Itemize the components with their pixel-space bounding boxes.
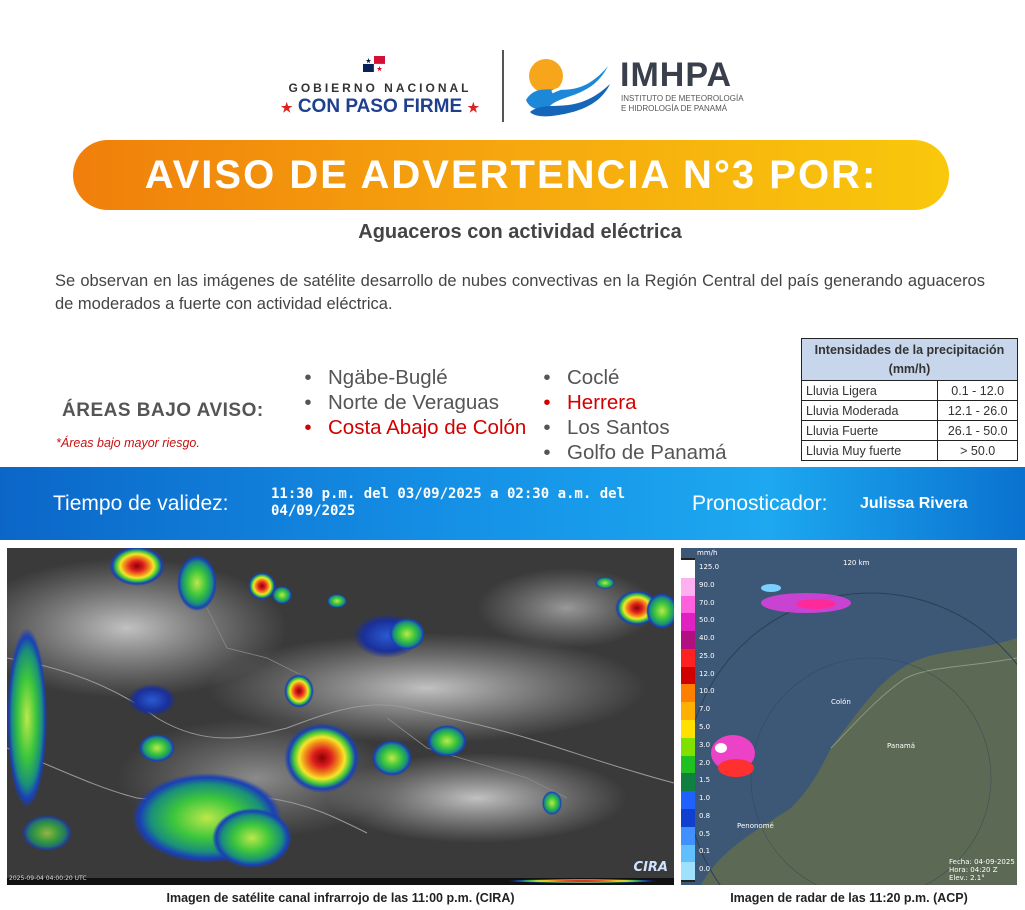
radar-scale-swatch [681,827,695,845]
table-cell-range: > 50.0 [938,441,1018,461]
radar-scale-label: 0.1 [699,847,711,856]
area-item-high-risk [298,415,538,440]
header-divider [502,50,504,122]
table-cell-label: Lluvia Ligera [802,381,938,401]
warning-subtitle: Aguaceros con actividad eléctrica [358,221,682,243]
area-name: Los Santos [567,416,670,439]
bullet-icon: • [543,441,551,464]
areas-list-column-1 [298,365,538,440]
satellite-caption: Imagen de satélite canal infrarrojo de las 11:00 p.m. (CIRA) [166,891,515,905]
radar-scale-label: 5.0 [699,723,711,731]
org-name: IMHPA [620,56,733,94]
table-row [802,401,1018,421]
radar-scale-swatch [681,809,695,827]
radar-scale-swatch [681,862,695,880]
area-item [298,390,538,415]
table-row [802,421,1018,441]
bullet-icon: • [304,391,312,414]
bullet-icon: • [304,416,312,439]
area-item [298,365,538,390]
area-item-high-risk [537,390,777,415]
areas-list-column-2 [537,365,777,465]
radar-info [949,858,1017,882]
areas-label: ÁREAS BAJO AVISO: [62,400,264,421]
radar-scale-label: 0.0 [699,865,711,874]
radar-scale-swatch [681,631,695,649]
radar-scale-swatch [681,738,695,756]
radar-scale-label: 10.0 [699,687,715,696]
radar-scale-swatch [681,684,695,702]
radar-scale-swatch [681,756,695,774]
area-item [537,440,777,465]
org-subtitle [621,94,761,114]
government-logo [275,56,485,122]
radar-scale-swatch [681,845,695,863]
place-label-panama: Panamá [887,742,916,750]
place-label-penonome: Penonomé [737,822,774,830]
radar-scale-label: 125.0 [699,563,720,571]
radar-scale-swatch [681,773,695,791]
star-icon: ★ [467,100,480,115]
bullet-icon: • [543,416,551,439]
gov-slogan: CON PASO FIRME [297,96,463,117]
radar-scale-swatch [681,560,695,578]
satellite-infrared-graphic [7,548,674,885]
area-name: Ngäbe-Buglé [328,366,448,389]
radar-scale-label: 70.0 [699,598,715,607]
table-cell-label: Lluvia Fuerte [802,421,938,441]
satellite-image [7,548,674,885]
table-header-row [802,339,1018,381]
radar-scale-label: 2.0 [699,758,711,767]
table-row [802,381,1018,401]
table-cell-label: Lluvia Moderada [802,401,938,421]
bullet-icon: • [304,366,312,389]
bullet-icon: • [543,366,551,389]
radar-scale-label: 1.5 [699,776,711,785]
radar-info-date: Fecha: 04-09-2025 [949,858,1015,866]
warning-description: Se observan en las imágenes de satélite desarrollo de nubes convectivas en la Región Central del país generando aguaceros de moderados a fuerte con actividad eléctrica. [55,272,985,313]
gov-line1: GOBIERNO NACIONAL [288,81,472,95]
radar-scale-swatch [681,649,695,667]
radar-scale-swatch [681,667,695,685]
imhpa-wave-logo-icon [522,54,612,118]
radar-scale-label: 3.0 [699,740,711,749]
radar-scale-labels [699,560,729,880]
radar-graphic [681,548,1017,885]
bullet-icon: • [543,391,551,414]
validity-label: Tiempo de validez: [53,492,229,515]
table-cell-range: 26.1 - 50.0 [938,421,1018,441]
imhpa-logo [522,54,762,120]
warning-banner [73,140,949,210]
radar-scale-label: 50.0 [699,616,715,625]
radar-scale-label: 40.0 [699,634,715,643]
radar-scale-label: 7.0 [699,705,711,714]
table-cell-label: Lluvia Muy fuerte [802,441,938,461]
table-row [802,441,1018,461]
radar-unit: mm/h [697,549,718,557]
area-item [537,365,777,390]
table-header: Intensidades de la precipitación (mm/h) [802,339,1018,381]
precipitation-intensity-table [801,338,1018,461]
cira-credit: CIRA [633,860,668,875]
star-icon: ★ [280,100,293,115]
place-label-colon: Colón [831,698,851,706]
area-name: Costa Abajo de Colón [328,416,527,439]
radar-scale-label: 12.0 [699,669,715,678]
radar-scale-label: 90.0 [699,580,715,589]
area-name: Golfo de Panamá [567,441,727,464]
radar-scale-label: 0.5 [699,829,711,838]
radar-caption: Imagen de radar de las 11:20 p.m. (ACP) [730,891,968,905]
radar-scale-swatch [681,596,695,614]
validity-value: 11:30 p.m. del 03/09/2025 a 02:30 a.m. del 04/09/2025 [271,486,626,519]
radar-image [681,548,1017,885]
radar-info-elev: Elev.: 2.1° [949,874,985,882]
table-cell-range: 0.1 - 12.0 [938,381,1018,401]
forecaster-name: Julissa Rivera [860,495,968,512]
org-sub-line1: INSTITUTO DE METEOROLOGÍA [621,94,744,103]
radar-scale-label: 25.0 [699,651,715,660]
areas-risk-note: *Áreas bajo mayor riesgo. [56,436,200,450]
radar-scale-label: 1.0 [699,794,711,803]
area-item [537,415,777,440]
radar-scale-swatch [681,613,695,631]
radar-scale-swatch [681,578,695,596]
gov-line2 [275,96,485,118]
area-name: Coclé [567,366,620,389]
area-name: Herrera [567,391,637,414]
radar-scale [681,560,695,880]
radar-info-time: Hora: 04:20 Z [949,866,998,874]
org-sub-line2: E HIDROLOGÍA DE PANAMÁ [621,104,728,113]
radar-scale-swatch [681,702,695,720]
radar-scale-swatch [681,720,695,738]
forecaster-label: Pronosticador: [692,492,828,515]
warning-title: AVISO DE ADVERTENCIA N°3 POR: [144,152,878,197]
panama-flag-icon [363,56,385,72]
satellite-timestamp: 2025-09-04 04:00:20 UTC [9,875,87,882]
area-name: Norte de Veraguas [328,391,499,414]
range-ring-label: 120 km [843,559,870,567]
table-cell-range: 12.1 - 26.0 [938,401,1018,421]
radar-scale-label: 0.8 [699,811,711,820]
radar-scale-swatch [681,791,695,809]
